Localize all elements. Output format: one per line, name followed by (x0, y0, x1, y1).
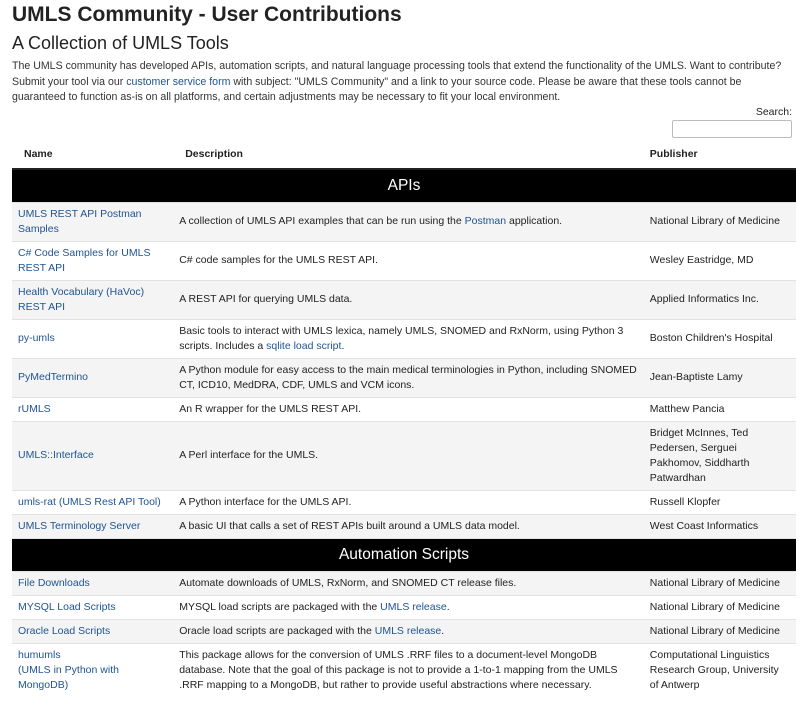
search-label: Search: (755, 105, 792, 118)
cell-name (12, 358, 173, 397)
description-text: MYSQL load scripts are packaged with the (179, 600, 381, 613)
cell-name (12, 421, 173, 490)
description-text: Automate downloads of UMLS, RxNorm, and SNOMED CT release files. (179, 576, 517, 589)
cell-name (12, 280, 173, 319)
intro-text-1: The UMLS community has developed APIs, automation scripts, and natural language processing tools that extend the functionality of the UMLS. Want to contribute? Submit your tool via our (12, 60, 782, 88)
cell-name (12, 490, 173, 514)
tool-name-link[interactable]: Oracle Load Scripts (18, 624, 111, 637)
cell-publisher: Jean-Baptiste Lamy (644, 358, 796, 397)
description-link[interactable]: UMLS release (374, 624, 442, 637)
cell-description (173, 280, 644, 319)
tool-name-link[interactable]: UMLS REST API Postman Samples (18, 207, 142, 235)
cell-description (173, 397, 644, 421)
tool-name-link[interactable]: C# Code Samples for UMLS REST API (18, 246, 151, 274)
tool-name-link[interactable]: MYSQL Load Scripts (18, 600, 116, 613)
table-row (12, 595, 796, 619)
search-input[interactable] (672, 120, 792, 138)
cell-name (12, 319, 173, 358)
cell-name (12, 241, 173, 280)
tool-name-link[interactable]: File Downloads (18, 576, 90, 589)
tool-name-link[interactable]: UMLS::Interface (18, 449, 94, 461)
description-text-end: . (446, 600, 450, 613)
cell-publisher: Russell Klopfer (644, 490, 796, 514)
section-title: APIs (12, 169, 796, 203)
description-text: Basic tools to interact with UMLS lexica, namely UMLS, SNOMED and RxNorm, using Python 3 scripts. Includes a (179, 324, 624, 352)
description-link[interactable]: UMLS release (380, 600, 447, 613)
cell-name (12, 571, 173, 595)
section-header-row (12, 538, 796, 571)
tool-name-link[interactable]: py-umls (18, 332, 55, 344)
intro-paragraph (12, 59, 792, 106)
cell-publisher: National Library of Medicine (644, 571, 796, 595)
table-header-row (12, 142, 796, 169)
tool-name-link[interactable]: rUMLS (18, 402, 51, 415)
description-text: An R wrapper for the UMLS REST API. (179, 402, 362, 415)
table-body (12, 169, 796, 697)
tool-name-link[interactable]: PyMedTermino (18, 371, 89, 383)
table-row (12, 397, 796, 421)
cell-description (173, 514, 644, 538)
description-text: A Python module for easy access to the main medical terminologies in Python, including SNOMED CT, ICD10, MedDRA, CDF, UMLS and VCM icons. (179, 363, 637, 391)
column-header-name[interactable]: Name (12, 142, 173, 169)
table-row (12, 319, 796, 358)
search-area (12, 106, 792, 140)
table-row (12, 280, 796, 319)
intro-text-2: with subject: "UMLS Community" and a link to your source code. Please be aware that these tools cannot be guaranteed to function as-is on all platforms, and certain adjustments may be necessary to fit your local environment. (12, 75, 742, 103)
cell-publisher: National Library of Medicine (644, 202, 796, 241)
cell-name (12, 643, 173, 697)
table-row (12, 514, 796, 538)
cell-name (12, 397, 173, 421)
description-link[interactable]: Postman (464, 215, 507, 227)
page-subtitle: A Collection of UMLS Tools (12, 33, 229, 53)
table-row (12, 619, 796, 643)
description-text: A REST API for querying UMLS data. (179, 293, 353, 305)
cell-publisher: Boston Children's Hospital (644, 319, 796, 358)
cell-publisher: Bridget McInnes, Ted Pedersen, Serguei Pakhomov, Siddharth Patwardhan (644, 421, 796, 490)
cell-description (173, 421, 644, 490)
cell-publisher: National Library of Medicine (644, 619, 796, 643)
column-header-description[interactable]: Description (173, 142, 644, 169)
tool-name-link[interactable]: Health Vocabulary (HaVoc) REST API (18, 285, 145, 313)
cell-description (173, 319, 644, 358)
cell-description (173, 202, 644, 241)
description-text: A Python interface for the UMLS API. (179, 495, 352, 508)
description-text: Oracle load scripts are packaged with the (179, 624, 375, 637)
table-row (12, 490, 796, 514)
description-link[interactable]: sqlite load script (266, 339, 342, 352)
cell-description (173, 595, 644, 619)
cell-publisher: Matthew Pancia (644, 397, 796, 421)
tool-name-link[interactable]: umls-rat (UMLS Rest API Tool) (18, 495, 161, 508)
table-row (12, 643, 796, 697)
description-text-end: . (341, 339, 345, 352)
cell-description (173, 241, 644, 280)
cell-name (12, 595, 173, 619)
description-text: This package allows for the conversion of UMLS .RRF files to a document-level MongoDB database. Note that the goal of this package is not to provide a 1-to-1 mapping from the UMLS .RRF mapping to a MongoDB, but rather to provide useful abstractions where necessary. (179, 648, 618, 691)
description-text: C# code samples for the UMLS REST API. (179, 254, 379, 266)
description-text: A collection of UMLS API examples that can be run using the (179, 215, 465, 227)
cell-publisher: National Library of Medicine (644, 595, 796, 619)
tool-name-link[interactable]: humumls (18, 648, 61, 661)
customer-service-form-link[interactable]: customer service form (126, 75, 231, 88)
tool-name-link[interactable]: (UMLS in Python with MongoDB) (18, 663, 119, 691)
column-header-publisher[interactable]: Publisher (644, 142, 796, 169)
cell-name (12, 514, 173, 538)
table-row (12, 571, 796, 595)
table-row (12, 358, 796, 397)
tools-table (12, 142, 796, 697)
cell-publisher: Wesley Eastridge, MD (644, 241, 796, 280)
description-text-end: application. (506, 215, 563, 227)
cell-publisher: Applied Informatics Inc. (644, 280, 796, 319)
page-container (0, 2, 800, 697)
tool-name-link[interactable]: UMLS Terminology Server (18, 519, 141, 532)
section-title: Automation Scripts (12, 538, 796, 571)
cell-description (173, 643, 644, 697)
description-text-end: . (441, 624, 445, 637)
cell-description (173, 571, 644, 595)
cell-publisher: West Coast Informatics (644, 514, 796, 538)
table-row (12, 421, 796, 490)
cell-name (12, 202, 173, 241)
cell-name (12, 619, 173, 643)
description-text: A basic UI that calls a set of REST APIs built around a UMLS data model. (179, 519, 520, 532)
page-title: UMLS Community - User Contributions (12, 3, 402, 26)
table-row (12, 202, 796, 241)
table-row (12, 241, 796, 280)
section-header-row (12, 169, 796, 203)
cell-description (173, 619, 644, 643)
cell-publisher: Computational Linguistics Research Group, University of Antwerp (644, 643, 796, 697)
cell-description (173, 490, 644, 514)
description-text: A Perl interface for the UMLS. (179, 449, 319, 461)
cell-description (173, 358, 644, 397)
